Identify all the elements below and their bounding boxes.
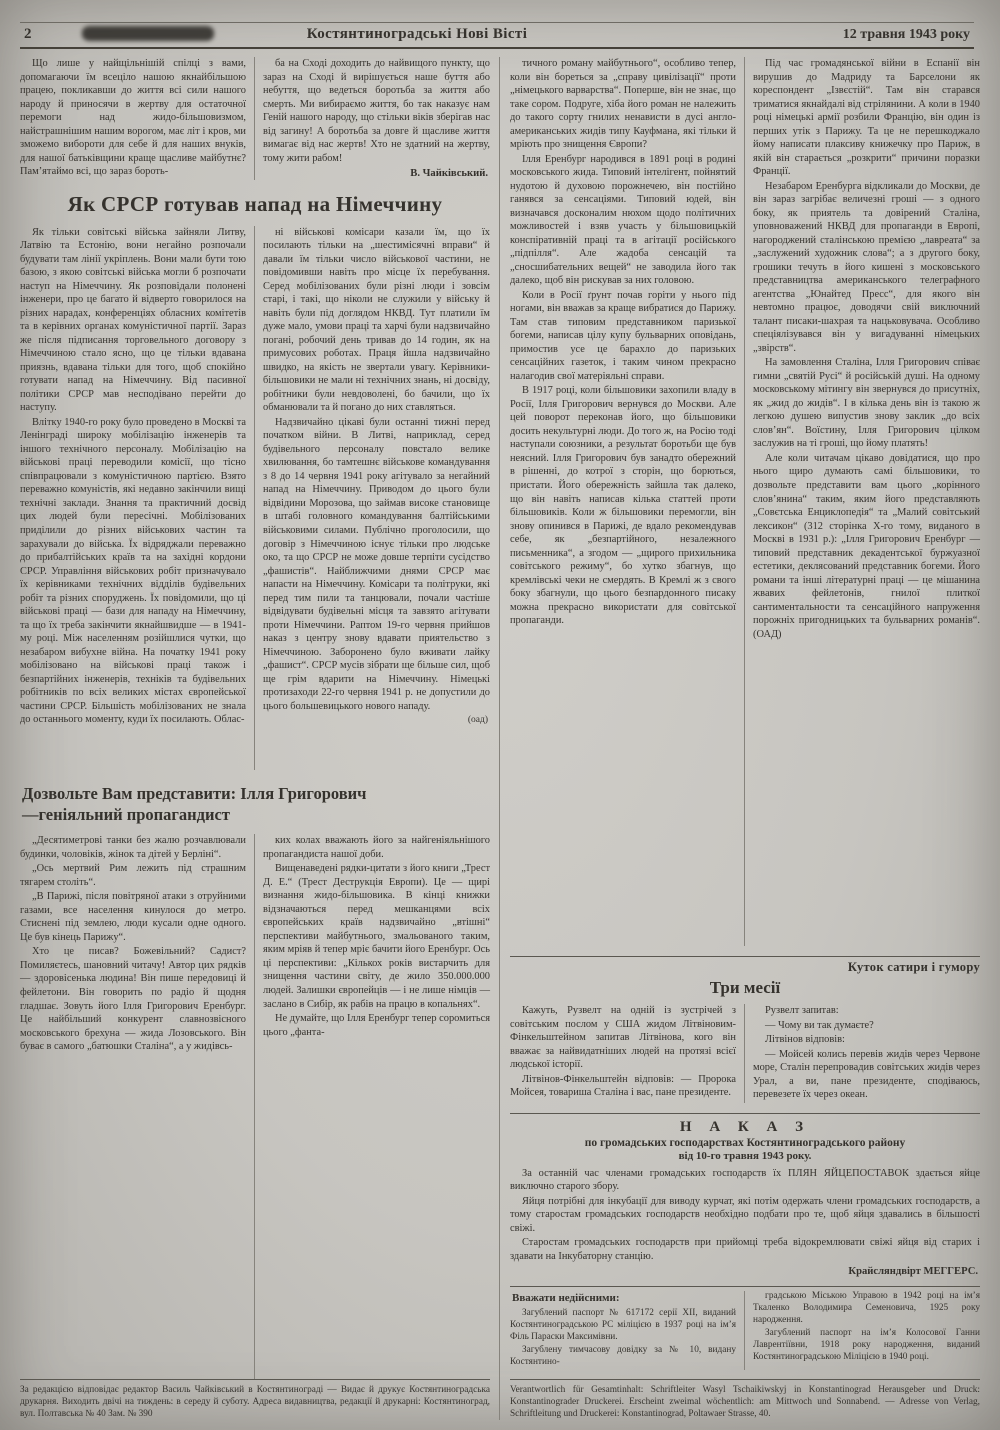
- article-ussr-col-2-text: [263, 226, 490, 714]
- paragraph: „Десятиметрові танки без жалю розчавлювали будинки, чоловіків, жінок та дітей у Берліні“.: [20, 835, 246, 860]
- order-title: Н А К А З: [679, 1118, 811, 1135]
- satire-section-title: Куток сатири і гумору: [510, 956, 980, 975]
- article-ehrenburg-body-left: [20, 834, 490, 1378]
- paragraph: Хто це писав? Божевільний? Садист? Помиляєтесь, шановний читачу! Автор цих рядків — здоровісенька людина! Він пише передовиці й фейлетони. Він говорить по радіо й щодня гладшає. Зовуть його Ілля Григорович Еренбург. Це найбільший конкурент славнозвісного московського брехуна — жида Лозовського. Він буває в самого „батюшки Сталіна“, а у жидівсь-: [20, 946, 246, 1053]
- intro-article: [20, 57, 490, 180]
- invalid-documents-section: [510, 1286, 980, 1370]
- order-signature: Крайсляндвірт МЕГГЕРС.: [848, 1266, 978, 1278]
- article-ussr-byline: (оад): [467, 715, 488, 726]
- article-ehrenburg-body-right: [510, 57, 980, 946]
- intro-col-2: [255, 57, 490, 180]
- paragraph: Кажуть, Рузвелт на одній із зустрічей з совітським послом у США жидом Літвіновим-Фінкельштейном запитав Літвінова, кого він вважає за найвидатніших людей на протязі всієї людської історії.: [510, 1005, 736, 1071]
- article-ehrenburg-col-2: [255, 834, 490, 1378]
- paragraph: Загублену тимчасову довідку за № 10, видану Костянтино-: [510, 1344, 736, 1367]
- paragraph: Загублений паспорт на ім’я Колосової Ганни Лаврентіївни, 1918 року народження, виданий Костянтиноградською Міліцією в 1940 році.: [753, 1327, 980, 1362]
- left-half: [20, 57, 500, 1420]
- paragraph: Як тільки совітські війська зайняли Литву, Латвію та Естонію, вони негайно розпочали будувати там лінії укріплень. Вони мали бути тою базою, з якою совітські війська могли б розпочати наступ на Німеччину. Як розповідали полонені інженери, про це багато й відверто говорилося на різних нарадах, конференціях обласних комітетів та в керівних органах комуністичної партії. Зараз же після підписання торговельного договору з Німеччиною стало ясно, що це тільки вдавана приязнь, вдавана тільки для того, щоб спокійно готувати напад на Німеччину. Від пасивної політики СРСР мав несподівано перейти до наступу.: [20, 226, 246, 414]
- paragraph: Але коли читачам цікаво довідатися, що про нього щиро думають самі більшовики, то дозвольте представити вам цього „корінного слов’янина“ таким, яким його представляють „Совєтська Енциклопедія“ та „Малий совітський лексикон“ (312 сторінка X-го тому, виданого в Москві в 1931 р.): „Ілля Григорович Еренбург — типовий представник декадентської буржуазної естетики, деклясований представник богеми. Його романи та інші літературні праці — це мішанина жвавих фейлетонів, гнилої плиткої сантиментальности та сенсаційного напруження порожніх пригодницьких та бульварних романів“. (ОАД): [753, 452, 980, 640]
- paragraph: За останній час членами громадських господарств їх ПЛЯН ЯЙЦЕПОСТАВОК здається яйце виключно старого збору.: [510, 1167, 980, 1193]
- article-ussr-col-2: [255, 226, 490, 770]
- paragraph: — Мойсей колись перевів жидів через Червоне море, Сталін перепровадив совітських жидів через Урал, а ви, пане президенте, сподіваюсь, перевезете їх через океан.: [753, 1048, 980, 1101]
- newspaper-title: Костянтиноградські Нові Вісті: [306, 26, 528, 42]
- right-half: [500, 57, 980, 1420]
- ink-smudge: [82, 26, 214, 41]
- order-subtitle: по громадських господарствах Костянтиноградського району: [584, 1136, 906, 1149]
- order-section: [510, 1113, 980, 1278]
- satire-col-2: [745, 1004, 980, 1103]
- satire-section: [510, 956, 980, 1103]
- paragraph: градською Міською Управою в 1942 році на ім’я Ткаленко Володимира Семеновича, 1925 року народження.: [753, 1291, 980, 1326]
- paragraph: Літвінов відповів:: [765, 1034, 845, 1046]
- paragraph: Незабаром Еренбурга відкликали до Москви, де він зараз загрібає величезні гроші — з одного боку, як приятель та довірений Сталіна, уповноважений НКВД для пропаганди в Европі, нагороджений сталінською премією „лавреата“ за „заслужений художник слова“; а з другого боку, грошики течуть в його кишені з московського представництва американського телеграфного агентства „Юнайтед Пресс“, для якого він невтомно працює, доводячи свій виключний талант писаки-шахрая та нацьковувача. Особливо спеціялізувався він у вигадуванні німецьких „звірств“.: [753, 180, 980, 354]
- paragraph: ба на Сході доходить до найвищого пункту, що зараз на Сході й вирішується наше буття або небуття, що ведеться боротьба за життя або смерть. Ми вибираємо життя, бо так наказує нам Геній нашого народу, що стільки віків зберігав нас від загину! А боротьба за довге й щасливе життя вимагає від нас жертв! Хто не здатний на жертву, тому жити рабом!: [263, 58, 490, 164]
- paragraph: Вищенаведені рядки-цитати з його книги „Трест Д. Е.“ (Трест Деструкція Европи). Це — щирі визнання жидо-більшовика. В кінці книжки відзначаються перед мешканцями всіх європейських країв надзвичайно „втішні“ перспективи майбутнього, змальованого таким, яким мріяв й тепер мріє бачити його Еренбург. Ось ці перспективи: „Кількох років вистарчить для знищення частини світу, де жило 350.000.000 людей. Залишки європейців — і не лише німців — заслано в Сибір, як рабів на працю в копальнях“.: [263, 863, 490, 1010]
- paragraph: В 1917 році, коли більшовики захопили владу в Росії, Ілля Григорович вернувся до Москви. Але цей поворот переконав його, що більшовики досить некультурні люди. До того ж, на Росію тоді наступали союзники, а результат боротьби ще був неясний. Ілля Григорович був занадто обережний в рішенні, до котрої з сторін, що борються, пристати. Його обережність зайшла так далеко, що він навіть написав кілька статтей проти більшовиків. Коли ж більшовики перемогли, він знову опинився в Парижі, де вдало рекомендував себе, як „безпартійного, незалежного письменника“, а згодом — „щирого прихильника совітського режиму“, бо хутко збагнув, що кремлівські чеки не смердять. В Кремлі ж з свого боку збагнули, що цього безпардонного писаку можна прекрасно використати для совітської пропаганди.: [510, 385, 736, 627]
- paragraph: ких колах вважають його за найгеніяльнішого пропагандиста нашої доби.: [263, 835, 490, 860]
- paragraph: ні військові комісари казали їм, що їх посилають тільки на „шестимісячні вправи“ й давали їм тільки число військової частини, не повідомивши навіть про місце їх перебування. Серед мобілізованих були різні люди і зовсім старі, і такі, що ніколи не служили у війську й навіть були під доглядом НКВД. Тут платили їм дуже мало, умови праці та харчі були надзвичайно погані, робочий день тривав до 14 годин, як на примусових роботах. Праця йшла надзвичайно швидко, на якість не звертали увагу. Керівники-більшовики не мали ні технічних знань, ні досвіду, робітники були невдоволені, бо бачили, що їх обманювали та й погано до них ставляться.: [263, 226, 490, 414]
- intro-signature: В. Чайківський.: [410, 168, 488, 180]
- issue-date: 12 травня 1943 року: [842, 27, 970, 42]
- paragraph: Влітку 1940-го року було проведено в Москві та Ленінграді широку мобілізацію інженерів та іншого технічного персоналу. Мобілізацію на військові праці переводили комісії, що тісно співпрацювали з комуністичною партією. Взято переважно комуністів, які недавно закінчили вищі технічні заклади. Знання та практичний досвід цих людей були пересічні. Мобілізованих приділили до різних військових частин та зарахували до війська. Їх відряджали переважно до прибалтійських країв та на західні кордони СРСР. Управління військових робіт призначувало їх керівниками технічних відділів будівельних робіт та різних споруджень. Їх повідомили, що ці військові праці — бази для нападу на Німеччину, та що їх треба закінчити якнайшвидше — в 1941-му році. Між населенням розійшлися чутки, що незабаром вибухне війна. На початку 1941 року мобілізовано на військові праці також і безпартійних інженерів, техніків та будівельних робітників по всіх великих містах європейської частини СРСР. Більшість мобілізованих не знала до останнього моменту, куди їх посилають. Облас-: [20, 416, 246, 726]
- paragraph: — Чому ви так думаєте?: [765, 1019, 874, 1031]
- headline-line-2: —геніяльний пропагандист: [22, 805, 230, 825]
- page-content: [0, 49, 1000, 1430]
- page-number: 2: [24, 26, 32, 42]
- paragraph: Рузвелт запитав:: [765, 1005, 839, 1017]
- paragraph: Ілля Еренбург народився в 1891 році в родині московського жида. Типовий інтелігент, пойнятий нудотою й духовою порожнечею, він постійно ганявся за сенсаціями. Типовий юдей, він визначався досконалим нюхом щодо політичних можливостей і взяв участь у більшовицькій конспіративній праці та в агітації російського „підпілля“. Але жадоба сенсацій та „сносшибательних вещей“ не заводила його так далеко, щоб він рискував за них головою.: [510, 153, 736, 287]
- article-ussr-col-1: [20, 226, 255, 770]
- article-ussr-body: [20, 226, 490, 770]
- paragraph: Яйця потрібні для інкубації для виводу курчат, які потім одержать члени громадських господарств, а тому старостам громадських господарств необхідно подбати про те, щоб яйця здавались в більшості свіжі.: [510, 1195, 980, 1234]
- article-ehrenburg-col-1: [20, 834, 255, 1378]
- paragraph: Що лише у найщільнішій спілці з вами, допомагаючи їм всеціло нашою якнайбільшою працею, покликавши до життя всі сили нашого народу й приносячи в жертву для остаточної перемоги над жидо-більшовизмом, найстрашнішим нашим ворогом, має літ і кров, ми зможемо вибороти для себе й для наших внуків, для нашої батьківщини краще щасливе майбутнє? Пам’ятаймо всі, що зараз бороть-: [20, 58, 246, 178]
- invalid-documents-col-2: [745, 1291, 980, 1370]
- invalid-documents-col-1-text: [510, 1308, 736, 1368]
- invalid-documents-body: [510, 1291, 980, 1370]
- intro-col-1: [20, 57, 255, 180]
- satire-body: [510, 1004, 980, 1103]
- paragraph: Старостам громадських господарств при прийомці треба відокремлювати свіжі яйця від старих і здавати на Інкубаторну станцію.: [510, 1237, 980, 1262]
- article-ehrenburg-col-4: [745, 57, 980, 946]
- paragraph: Під час громадянської війни в Еспанії він вирушив до Мадриду та Барселони як кореспондент „Ізвєстій“. Там він старався триматися якнайдалі від стрілянини. А коли в 1940 році німецькі армії розбили Францію, він один із перших утік з Парижу. Та це не перешкоджало йому написати плаксиву книжечку про Париж, в якій він старається „розкрити“ причини поразки Франції.: [753, 58, 980, 178]
- paragraph: Надзвичайно цікаві були останні тижні перед початком війни. В Литві, наприклад, серед будівельного персоналу повстало велике хвилювання, бо тамтешнє військове командування з 8 до 14 червня 1941 року агітувало за негайний напад на Німеччину. Приводом до цього були відвідини Морозова, що займав високе становище в штабі головного командування балтійськими військовими силами. Публічно проголосили, що договір з Німеччиною існує тільки про людське око, та що СРСР не може довше терпіти сусідство „фашистів“. Найближчими днями СРСР має напасти на Німеччину. Комісари та політруки, які перед тим пили та танцювали, почали частіше відвідувати будівельні місця та завзято агітувати проти Німеччини. Раптом 19-го червня прийшов наказ з центру знову вдавати приятельство з Німеччиною. Заборонено було вживати лайку „фашист“. СРСР мусів зібрати ще більше сил, щоб ще грім вдарити на Німеччину. Німецькі протизаходи 22-го червня 1941 р. не допустили до цього большевицького нового нападу.: [263, 416, 490, 712]
- paragraph: „Ось мертвий Рим лежить під страшним тягарем століть“.: [20, 863, 246, 888]
- imprint-ukrainian: За редакцією відповідає редактор Василь Чайківський в Костянтинограді — Видає й друкує Костянтиноградська друкарня. Виходить двічі на тиждень: в середу й суботу. Адреса видавництва, редакції й друкарні: Костянтиноград, вул. Полтавська № 40 Зам. № 390: [20, 1379, 490, 1420]
- paragraph: Не думайте, що Ілля Еренбург тепер соромиться цього „фанта-: [263, 1013, 490, 1038]
- article-ehrenburg-headline: [22, 783, 490, 825]
- headline-line-1: Дозвольте Вам представити: Ілля Григорович: [22, 784, 367, 804]
- invalid-documents-col-1: [510, 1291, 745, 1370]
- paragraph: „В Парижі, після повітряної атаки з отруйними газами, все населення кинулося до метро. Стиснені під землею, люди кусали одне одного. Це був кінець Парижу“.: [20, 891, 246, 943]
- imprint-german: Verantwortlich für Gesamtinhalt: Schriftleiter Wasyl Tschaikiwskyj in Konstantinograd Herausgeber und Druck: Konstantinograder Druckerei. Erscheint zweimal wöchentlich: am Mittwoch und Sonnabend. — Adresse von Verlag, Schriftleitung und Druckerei: Konstantinograd, Poltawaer Strasse, 40.: [510, 1379, 980, 1420]
- paragraph: Загублений паспорт № 617172 серії XII, виданий Костянтиноградською РС міліцією в 1937 році на ім’я Філь Параски Максимівни.: [510, 1308, 736, 1343]
- satire-story-title: Три месії: [709, 978, 781, 998]
- paragraph: Літвінов-Фінкельштейн відповів: — Пророка Мойсея, товариша Сталіна і вас, пане президенте.: [510, 1073, 736, 1099]
- paragraph: Коли в Росії ґрунт почав горіти у нього під ногами, він вважав за краще вибратися до Парижу. Там став типовим представником паризької богеми, написав цілу купу бульварних оповідань, примостив усе це барахло до паризьких сенсаційних газеток, і таким чином прекрасно налагодив свої матеріяльні справи.: [510, 289, 736, 382]
- order-body: [510, 1167, 980, 1264]
- satire-col-1: [510, 1004, 745, 1103]
- order-date: від 10-го травня 1943 року.: [678, 1149, 812, 1162]
- article-ehrenburg-col-3: [510, 57, 745, 946]
- intro-col-2-text: [263, 57, 490, 165]
- paragraph: На замовлення Сталіна, Ілля Григорович співає гимни „святій Русі“ й російській душі. На одному московському мітингу він звернувся до присутніх, як „жид до жидів“. І в кілька день він із такою ж легкою душею випустив знову заклик „до всіх слов’ян“. Воїстину, Ілля Григорович цілком заслужив на ті гроші, що йому платять!: [753, 357, 980, 450]
- article-ussr-headline: Як СРСР готував напад на Німеччину: [67, 191, 443, 216]
- paragraph: тичного роману майбутнього“, особливо тепер, коли він бореться за „справу цивілізації“ проти „німецького варварства“. Поперше, він не знає, що таке сором. Подруге, хіба його роман не належить до такого сорту гнилих ненависти в дусі англо-американських жидів типу Кауфмана, які тільки й мріють про знищення Європи?: [510, 58, 736, 151]
- invalid-documents-title: Вважати недійсними:: [512, 1292, 620, 1305]
